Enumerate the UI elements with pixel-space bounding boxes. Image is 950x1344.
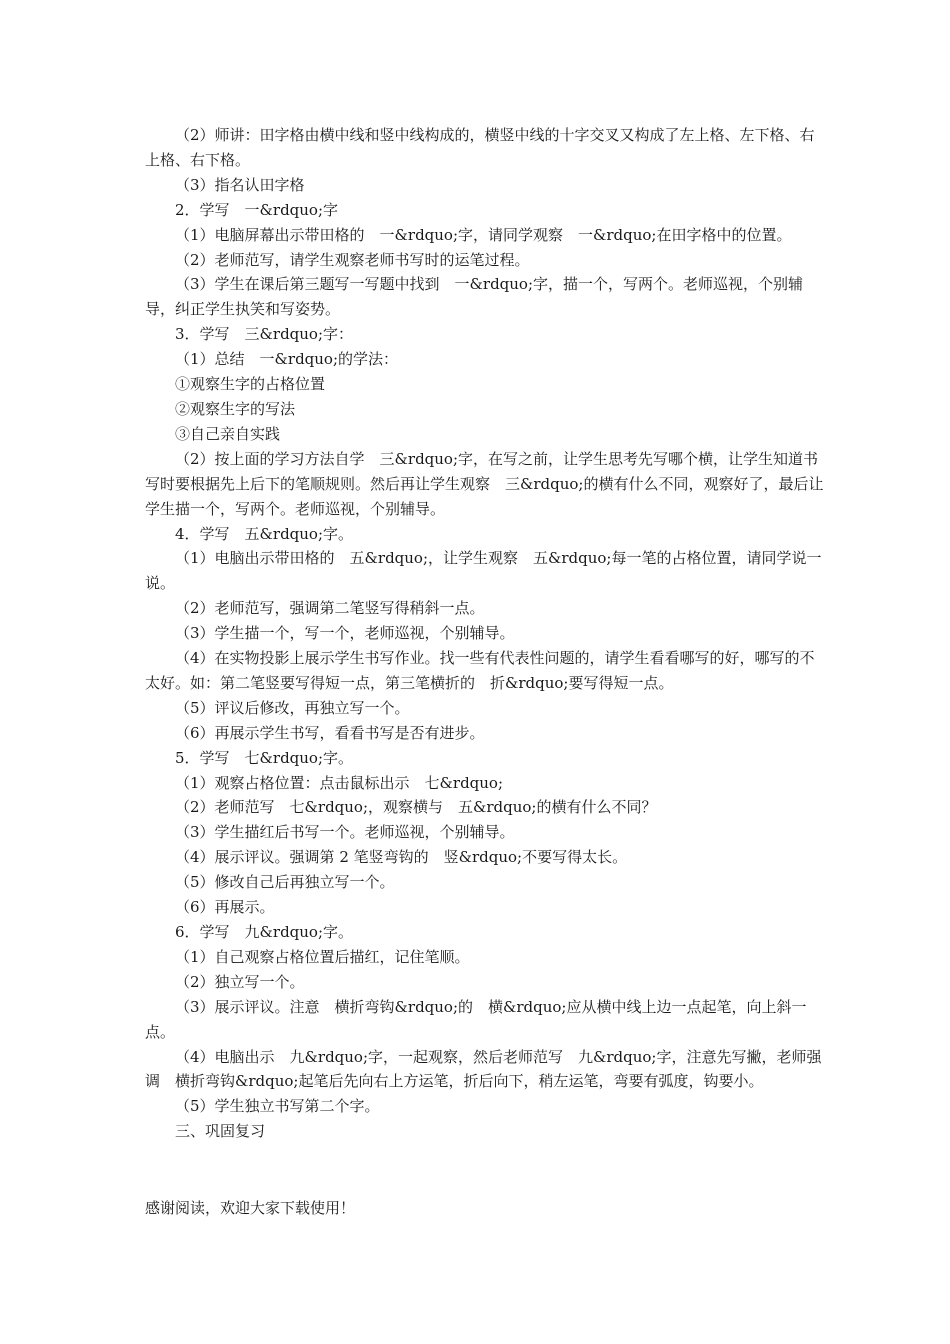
paragraph: （2）师讲：田字格由横中线和竖中线构成的，横竖中线的十字交叉又构成了左上格、左下格、右上格、右下格。 bbox=[145, 126, 815, 169]
paragraph: （4）电脑出示 九&rdquo;字，一起观察，然后老师范写 九&rdquo;字，注意先写撇，老师强调 横折弯钩&rdquo;起笔后先向右上方运笔，折后向下，稍左运笔，弯要有弧度，钩要小。 bbox=[145, 1047, 822, 1091]
paragraph: （2）老师范写 七&rdquo;，观察横与 五&rdquo;的横有什么不同？ bbox=[175, 798, 657, 817]
paragraph: （4）展示评议。强调第 2 笔竖弯钩的 竖&rdquo;不要写得太长。 bbox=[175, 848, 628, 867]
document-body bbox=[145, 123, 825, 1144]
paragraph: （3）指名认田字格 bbox=[175, 175, 305, 194]
paragraph: （5）学生独立书写第二个字。 bbox=[175, 1097, 380, 1116]
paragraph: （6）再展示。 bbox=[175, 898, 275, 917]
section-heading: 3．学写 三&rdquo;字： bbox=[175, 325, 354, 344]
paragraph: （1）观察占格位置：点击鼠标出示 七&rdquo; bbox=[175, 773, 504, 792]
section-heading: 5．学写 七&rdquo;字。 bbox=[175, 748, 354, 767]
section-heading: 4．学写 五&rdquo;字。 bbox=[175, 524, 354, 543]
section-heading: 6．学写 九&rdquo;字。 bbox=[175, 923, 354, 941]
paragraph: （1）自己观察占格位置后描红，记住笔顺。 bbox=[175, 947, 470, 966]
paragraph: （2）独立写一个。 bbox=[175, 972, 305, 991]
paragraph: （2）老师范写，请学生观察老师书写时的运笔过程。 bbox=[175, 250, 530, 269]
section-heading: 2．学写 一&rdquo;字 bbox=[175, 200, 339, 219]
paragraph: （3）展示评议。注意 横折弯钩&rdquo;的 横&rdquo;应从横中线上边一点起笔，向上斜一点。 bbox=[145, 997, 807, 1041]
paragraph: （4）在实物投影上展示学生书写作业。找一些有代表性问题的，请学生看看哪写的好，哪写的不太好。如：第二笔竖要写得短一点，第三笔横折的 折&rdquo;要写得短一点。 bbox=[145, 649, 815, 692]
list-item: ①观察生字的占格位置 bbox=[175, 375, 326, 394]
paragraph: （1）电脑屏幕出示带田格的 一&rdquo;字，请同学观察 一&rdquo;在田字格中的位置。 bbox=[175, 225, 792, 244]
paragraph: （3）学生在课后第三题写一写题中找到 一&rdquo;字，描一个，写两个。老师巡视，个别辅导，纠正学生执笑和写姿势。 bbox=[145, 275, 804, 319]
section-heading: 三、巩固复习 bbox=[175, 1122, 266, 1141]
list-item: ②观察生字的写法 bbox=[175, 399, 296, 418]
paragraph: （3）学生描一个，写一个，老师巡视，个别辅导。 bbox=[175, 624, 515, 643]
paragraph: （6）再展示学生书写，看看书写是否有进步。 bbox=[175, 723, 485, 742]
paragraph: （5）修改自己后再独立写一个。 bbox=[175, 873, 395, 892]
closing-note: 感谢阅读，欢迎大家下载使用！ bbox=[145, 1199, 356, 1217]
paragraph: （2）老师范写，强调第二笔竖写得稍斜一点。 bbox=[175, 599, 485, 618]
paragraph: （1）电脑出示带田格的 五&rdquo;，让学生观察 五&rdquo;每一笔的占格位置，请同学说一说。 bbox=[145, 549, 822, 593]
paragraph: （2）按上面的学习方法自学 三&rdquo;字，在写之前，让学生思考先写哪个横，让学生知道书写时要根据先上后下的笔顺规则。然后再让学生观察 三&rdquo;的横有什么不同，观察好了，最后让学生描一个，写两个。老师巡视，个别辅导。 bbox=[145, 449, 824, 518]
paragraph: （3）学生描红后书写一个。老师巡视，个别辅导。 bbox=[175, 823, 515, 842]
list-item: ③自己亲自实践 bbox=[175, 424, 281, 443]
paragraph: （5）评议后修改，再独立写一个。 bbox=[175, 698, 410, 717]
paragraph: （1）总结 一&rdquo;的学法： bbox=[175, 350, 399, 369]
